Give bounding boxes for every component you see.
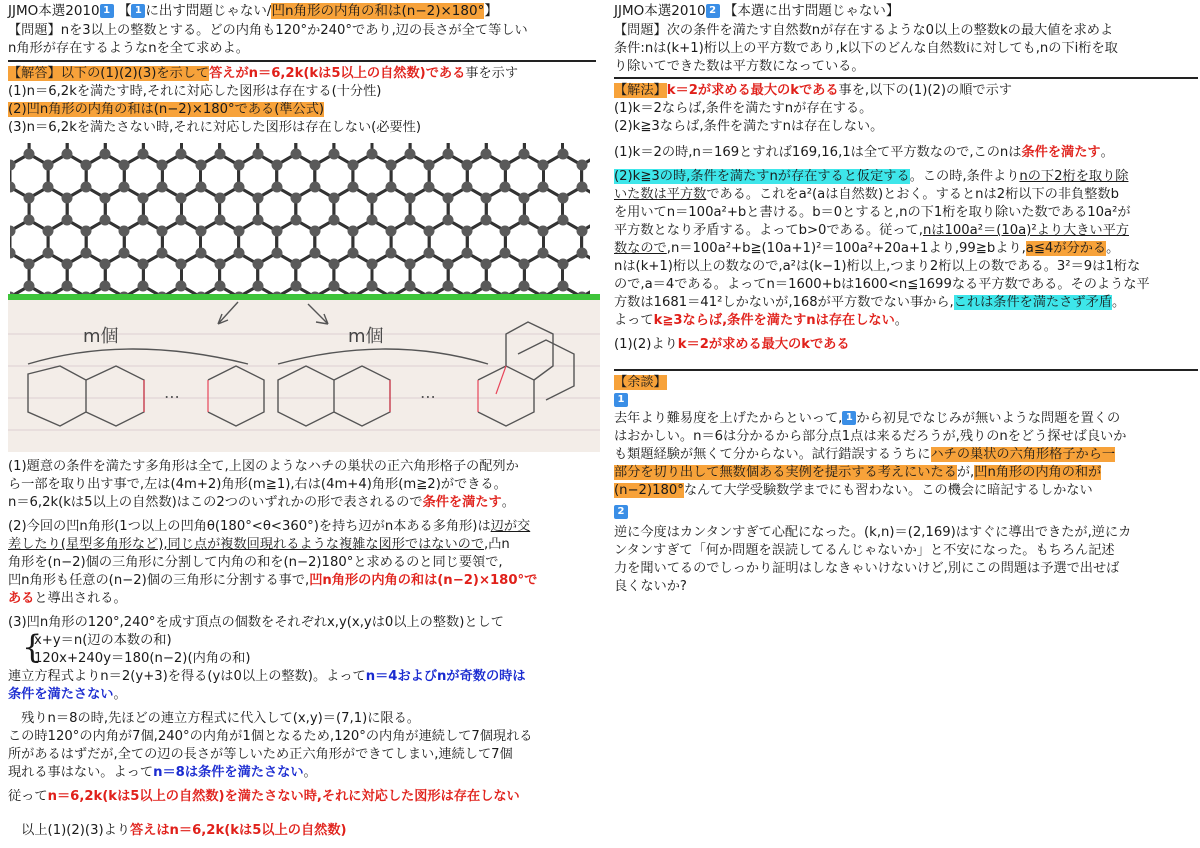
lattice-atom (481, 215, 492, 226)
right-conclusion (614, 336, 850, 353)
s2-l8a: 方数は1681＝41²しかないが,168が平方数でない事から, (614, 295, 954, 310)
s2-l4b: nは100a²＝(10a)²より大きい平方 (922, 223, 1129, 238)
left-answer-2-highlight: (2)凹n角形の内角の和は(n−2)×180°である(準公式) (8, 102, 325, 117)
right-s2-line-4 (614, 222, 1129, 239)
lattice-atom (253, 193, 264, 204)
p3-l10b: n＝6,2k(kは5以上の自然数)を満たさない時,それに対応した図形は存在しない (47, 789, 520, 804)
right-s2-line-8 (614, 294, 1125, 311)
lattice-atom (310, 226, 321, 237)
left-header-highlight: 凹n角形の内角の和は(n−2)×180° (271, 3, 485, 19)
lattice-atom (577, 226, 588, 237)
p3-l9c: 。 (303, 765, 317, 780)
lattice-atom (500, 248, 511, 259)
lattice-atom (215, 281, 226, 292)
lattice-atom (329, 281, 340, 292)
right-problem-line-3: り除いてできた数は平方数になっている。 (614, 59, 865, 74)
p1-last-text: n＝6,2k(kは5以上の自然数)はこの2つのいずれかの形で表されるので (8, 495, 423, 510)
aside-a1 (614, 410, 1120, 427)
p2-l1a: (2)今回の凹n角形(1つ以上の凹角θ(180°<θ<360°)を持ち辺がn本ある多角形)は (8, 519, 491, 534)
sol-head-tail: 事を,以下の(1)(2)の順で示す (838, 83, 1012, 98)
aside-title (614, 374, 667, 391)
lattice-atom (405, 259, 416, 270)
lattice-atom (577, 182, 588, 193)
aside-a1-pre: 去年より難易度を上げたからといって, (614, 411, 843, 426)
p2-l5a: ある (8, 591, 35, 606)
s2-l8c: 。 (1112, 295, 1126, 310)
aside-a4a: 部分を切り出して無数個ある実例を提示する考えにいたる (614, 465, 957, 480)
lattice-atom (215, 193, 226, 204)
lattice-atom (538, 182, 549, 193)
lattice-atom (291, 149, 302, 160)
lattice-hexagon (563, 187, 591, 231)
left-divider (8, 60, 596, 62)
left-p3-line-11 (8, 822, 347, 839)
lattice-atom (577, 248, 588, 259)
s2-l9a: よって (614, 313, 654, 328)
right-s2-line-9 (614, 312, 908, 329)
left-header-bracket-close: 】 (484, 3, 498, 19)
problem-number-badge-1b: 1 (131, 4, 145, 18)
lattice-atom (538, 226, 549, 237)
photo-dots-2: ⋯ (420, 387, 436, 406)
p3-l9a: 現れる事はない。よって (8, 765, 154, 780)
lattice-atom (43, 160, 54, 171)
left-p2-line-2 (8, 536, 510, 553)
aside-badge-2-line (614, 504, 628, 521)
lattice-atom (443, 215, 454, 226)
left-p3-line-10 (8, 788, 520, 805)
aside-a2: はおかしい。n＝6は分かるから部分点1点は来るだろうが,残りのnをどう探せば良いか (614, 429, 1127, 444)
p1-last-result: 条件を満たす (422, 495, 502, 510)
problem-number-badge-1: 1 (100, 4, 114, 18)
lattice-atom (367, 149, 378, 160)
answer-head-label: 【解答】以下の(1)(2)(3)を示して (8, 66, 210, 81)
lattice-atom (462, 226, 473, 237)
lattice-atom (386, 160, 397, 171)
s1-text: (1)k＝2の時,n＝169とすれば169,16,1は全て平方数なので,このnは (614, 145, 1022, 160)
lattice-atom (24, 215, 35, 226)
lattice-atom (405, 281, 416, 292)
lattice-atom (310, 248, 321, 259)
p2-l2a: 差したり(星型多角形など),同じ点が複数回現れるような複雑な図形ではないので (8, 537, 485, 552)
right-divider (614, 77, 1198, 79)
right-header-prefix: JJMO本選2010 (614, 3, 706, 19)
lattice-atom (157, 182, 168, 193)
lattice-atom (519, 193, 530, 204)
lattice-atom (367, 215, 378, 226)
lattice-atom (329, 193, 340, 204)
lattice-atom (176, 281, 187, 292)
p3-l11a: 以上(1)(2)(3)より (8, 823, 130, 838)
left-header (8, 3, 498, 20)
aside-b4: 良くないか? (614, 579, 687, 594)
lattice-atom (386, 226, 397, 237)
s2-l5d: 。 (1106, 241, 1120, 256)
lattice-atom (558, 259, 569, 270)
s2-l9b: k≧3ならば,条件を満たすnは存在しない (653, 313, 895, 328)
lattice-atom (215, 215, 226, 226)
lattice-atom (196, 226, 207, 237)
lattice-atom (310, 160, 321, 171)
lattice-atom (462, 182, 473, 193)
p2-l4a: 凹n角形も任意の(n−2)個の三角形に分割する事で, (8, 573, 310, 588)
lattice-atom (215, 149, 226, 160)
lattice-atom (215, 259, 226, 270)
aside-badge-1: 1 (614, 393, 628, 407)
lattice-atom (138, 281, 149, 292)
left-p2-line-5 (8, 590, 127, 607)
s1-result: 条件を満たす (1021, 145, 1101, 160)
lattice-atom (500, 226, 511, 237)
lattice-atom (424, 248, 435, 259)
lattice-atom (234, 160, 245, 171)
lattice-atom (176, 149, 187, 160)
lattice-atom (43, 182, 54, 193)
conclusion-text: (1)(2)より (614, 337, 678, 352)
right-s2-line-6: nは(k+1)桁以上の数なので,a²は(k−1)桁以上,つまり2桁以上の数である。3²＝9は1桁な (614, 259, 1141, 274)
sol-head-result: k＝2が求める最大のkである (666, 83, 839, 98)
s2-l4a: 平方数となり矛盾する。よってb>0である。従って, (614, 223, 923, 238)
lattice-atom (100, 215, 111, 226)
lattice-atom (196, 248, 207, 259)
lattice-atom (62, 193, 73, 204)
lattice-atom (100, 259, 111, 270)
lattice-atom (24, 193, 35, 204)
s2-l2b: である。これをa²(aは自然数)とおく。するとnは2桁以下の非負整数b (706, 187, 1119, 202)
lattice-atom (62, 259, 73, 270)
right-problem-line-1: 【問題】次の条件を満たす自然数nが存在するような0以上の整数kの最大値を求めよ (614, 23, 1114, 38)
handwritten-diagram-photo (8, 294, 600, 452)
photo-paper (8, 300, 600, 452)
graphene-lattice-image (10, 143, 590, 295)
right-s1 (614, 144, 1114, 161)
lattice-atom (558, 193, 569, 204)
aside-a1-post: から初見でなじみが無いような問題を置くの (856, 411, 1121, 426)
left-p3-line-5 (8, 686, 127, 703)
p3-l5b: 。 (113, 687, 127, 702)
p3-l4b: n＝4およびnが奇数の時は (365, 669, 526, 684)
s2-l1c: nの下2桁を取り除 (1019, 169, 1129, 184)
lattice-atom (519, 215, 530, 226)
lattice-atom (253, 215, 264, 226)
aside-a4 (614, 464, 1101, 481)
lattice-atom (81, 226, 92, 237)
lattice-atom (176, 259, 187, 270)
sol-head-label: 【解法】 (614, 83, 667, 98)
lattice-atom (100, 193, 111, 204)
equation-brace: { (22, 628, 43, 666)
right-sol-1: (1)k＝2ならば,条件を満たすnが存在する。 (614, 101, 873, 116)
s2-l5b: ,n＝100a²+b≧(10a+1)²＝100a²+20a+1より,99≧bより, (666, 241, 1026, 256)
lattice-atom (272, 182, 283, 193)
right-sol-head (614, 82, 1012, 99)
left-p2-line-1 (8, 518, 530, 535)
lattice-atom (405, 215, 416, 226)
lattice-atom (519, 259, 530, 270)
s2-contradiction: これは条件を満たさず矛盾 (953, 295, 1112, 310)
lattice-atom (176, 215, 187, 226)
lattice-atom (176, 193, 187, 204)
lattice-atom (424, 226, 435, 237)
left-header-title: に出す問題じゃない/ (145, 3, 272, 19)
lattice-atom (272, 226, 283, 237)
left-problem-line-2: n角形が存在するようなnを全て求めよ。 (8, 41, 249, 56)
lattice-atom (272, 160, 283, 171)
aside-a3 (614, 446, 1115, 463)
left-p3-line-8: 所があるはずだが,全ての辺の長さが等しいため正六角形ができてしまい,連続して7個 (8, 747, 513, 762)
answer-head-tail: 事を示す (465, 66, 519, 81)
lattice-atom (138, 193, 149, 204)
lattice-atom (558, 215, 569, 226)
lattice-atom (157, 160, 168, 171)
right-s2-line-7: ので,a＝4である。よってn＝1600+bは1600<n≦1699なる平方数である。そのような平 (614, 277, 1150, 292)
left-p3-eq-2: 120x+240y＝180(n−2)(内角の和) (34, 651, 251, 666)
lattice-atom (253, 149, 264, 160)
p1-last-tail: 。 (501, 495, 515, 510)
lattice-atom (100, 149, 111, 160)
p2-l5b: と導出される。 (34, 591, 127, 606)
left-answer-1: (1)n＝6,2kを満たす時,それに対応した図形は存在する(十分性) (8, 84, 382, 99)
photo-green-edge (8, 294, 600, 300)
lattice-atom (538, 160, 549, 171)
right-sol-2: (2)k≧3ならば,条件を満たすnは存在しない。 (614, 119, 884, 134)
lattice-atom (481, 281, 492, 292)
lattice-atom (481, 193, 492, 204)
left-p1-line-1: (1)題意の条件を満たす多角形は全て,上図のようなハチの巣状の正六角形格子の配列か (8, 459, 519, 474)
right-s2-line-3: を用いてn＝100a²+bと書ける。b＝0とすると,nの下1桁を取り除いた数である10a²が (614, 205, 1131, 220)
lattice-atom (443, 193, 454, 204)
lattice-atom (119, 226, 130, 237)
aside-a3b: ハチの巣状の六角形格子から一 (930, 447, 1116, 462)
s2-l5c: a≦4が分かる (1025, 241, 1107, 256)
lattice-atom (234, 248, 245, 259)
aside-inline-badge: 1 (842, 411, 856, 425)
lattice-atom (500, 182, 511, 193)
lattice-atom (500, 160, 511, 171)
p3-l11b: 答えはn＝6,2k(kは5以上の自然数) (129, 823, 347, 838)
left-header-prefix: JJMO本選2010 (8, 3, 100, 19)
aside-badge-2: 2 (614, 505, 628, 519)
lattice-atom (558, 149, 569, 160)
photo-dots-1: ⋯ (164, 387, 180, 406)
s1-tail: 。 (1100, 145, 1114, 160)
s2-assume: (2)k≧3の時,条件を満たすnが存在すると仮定する (614, 169, 910, 184)
p3-l9b: n＝8は条件を満たさない (153, 765, 304, 780)
lattice-atom (291, 215, 302, 226)
right-s2-line-1 (614, 168, 1128, 185)
aside-b1: 逆に今度はカンタンすぎて心配になった。(k,n)＝(2,169)はすぐに導出できたが,逆にカ (614, 525, 1132, 540)
lattice-atom (348, 182, 359, 193)
left-p1-line-2: ら一部を取り出す事で,左は(4m+2)角形(m≧1),右は(4m+4)角形(m≧2)ができる。 (8, 477, 507, 492)
answer-head-result: 答えがn＝6,2k(kは5以上の自然数)である (209, 66, 466, 81)
aside-badge-1-line (614, 392, 628, 409)
p2-l1b: 辺が交 (490, 519, 531, 534)
left-p1-line-3 (8, 494, 515, 511)
lattice-atom (81, 160, 92, 171)
aside-a4c: 凹n角形の内角の和が (974, 465, 1102, 480)
lattice-atom (24, 259, 35, 270)
lattice-atom (253, 259, 264, 270)
lattice-atom (291, 193, 302, 204)
lattice-atom (558, 281, 569, 292)
lattice-atom (157, 248, 168, 259)
s2-l5a: 数なので (614, 241, 667, 256)
aside-title-label: 【余談】 (614, 375, 667, 390)
right-s2-line-5 (614, 240, 1119, 257)
lattice-atom (443, 259, 454, 270)
s2-l9c: 。 (894, 313, 908, 328)
lattice-atom (62, 215, 73, 226)
aside-a5a: (n−2)180° (614, 483, 684, 498)
lattice-atom (234, 226, 245, 237)
lattice-atom (43, 248, 54, 259)
lattice-atom (348, 248, 359, 259)
left-p3-line-1: (3)凹n角形の120°,240°を成す頂点の個数をそれぞれx,y(x,yは0以上の整数)として (8, 615, 504, 630)
lattice-atom (538, 248, 549, 259)
s2-l1b: 。この時,条件より (909, 169, 1020, 184)
lattice-atom (138, 215, 149, 226)
lattice-atom (424, 182, 435, 193)
lattice-atom (310, 182, 321, 193)
left-answer-3: (3)n＝6,2kを満たさない時,それに対応した図形は存在しない(必要性) (8, 120, 422, 135)
lattice-atom (481, 149, 492, 160)
handwritten-diagram-svg (8, 294, 600, 452)
lattice-atom (519, 281, 530, 292)
left-header-bracket: 【 (117, 3, 132, 19)
left-p3-line-4 (8, 668, 526, 685)
lattice-atom (253, 281, 264, 292)
lattice-atom (329, 215, 340, 226)
lattice-atom (405, 149, 416, 160)
lattice-atom (119, 248, 130, 259)
right-header-title: 【本選に出す問題じゃない】 (723, 3, 900, 19)
lattice-atom (100, 281, 111, 292)
lattice-atom (519, 149, 530, 160)
lattice-atom (196, 160, 207, 171)
lattice-atom (138, 149, 149, 160)
lattice-atom (62, 149, 73, 160)
left-p3-eq-1: x+y＝n(辺の本数の和) (34, 633, 172, 648)
right-divider-aside (614, 369, 1198, 371)
aside-a3a: も類題経験が無くて分からない。試行錯誤するうちに (614, 447, 931, 462)
left-p3-line-6: 残りn＝8の時,先ほどの連立方程式に代入して(x,y)＝(7,1)に限る。 (8, 711, 420, 726)
lattice-atom (386, 248, 397, 259)
lattice-atom (329, 149, 340, 160)
lattice-atom (138, 259, 149, 270)
problem-number-badge-2: 2 (706, 4, 720, 18)
left-p3-line-9 (8, 764, 317, 781)
conclusion-result: k＝2が求める最大のkである (677, 337, 850, 352)
aside-b2: ンタンすぎて「何か問題を誤読してるんじゃないか」と不安になった。もちろん記述 (614, 543, 1115, 558)
s2-l2a: いた数は平方数 (614, 187, 707, 202)
left-answer-2 (8, 101, 324, 118)
right-s2-line-2 (614, 186, 1119, 203)
aside-b3: 力を聞いてるのでしっかり証明はしなきゃいけないけど,別にこの問題は予選で出せば (614, 561, 1120, 576)
lattice-atom (367, 193, 378, 204)
lattice-atom (462, 160, 473, 171)
lattice-atom (367, 259, 378, 270)
lattice-atom (462, 248, 473, 259)
lattice-atom (196, 182, 207, 193)
p3-l5: 条件を満たさない (8, 687, 114, 702)
lattice-atom (24, 149, 35, 160)
p2-l2b: ,凸n (484, 537, 510, 552)
lattice-atom (443, 281, 454, 292)
lattice-atom (291, 259, 302, 270)
aside-a5b: なんて大学受験数学までにも習わない。この機会に暗記するしかない (683, 483, 1093, 498)
lattice-atom (119, 182, 130, 193)
lattice-atom (405, 193, 416, 204)
p3-l10a: 従って (8, 789, 48, 804)
lattice-atom (386, 182, 397, 193)
lattice-atom (157, 226, 168, 237)
lattice-atom (577, 160, 588, 171)
lattice-atom (272, 248, 283, 259)
left-p2-line-3: 角形を(n−2)個の三角形に分割して内角の和を(n−2)180°と求めるのと同じ要領で, (8, 555, 503, 570)
right-header (614, 3, 899, 20)
right-problem-line-2: 条件:nは(k+1)桁以上の平方数であり,k以下のどんな自然数iに対しても,nの下i桁を取 (614, 41, 1118, 56)
left-answer-head (8, 65, 518, 82)
lattice-atom (348, 226, 359, 237)
lattice-atom (24, 281, 35, 292)
left-p3-line-7: この時120°の内角が7個,240°の内角が1個となるため,120°の内角が連続して7個現れる (8, 729, 533, 744)
lattice-atom (291, 281, 302, 292)
lattice-atom (348, 160, 359, 171)
lattice-atom (43, 226, 54, 237)
lattice-atom (367, 281, 378, 292)
p3-l4a: 連立方程式よりn＝2(y+3)を得る(yは0以上の整数)。よって (8, 669, 366, 684)
lattice-atom (119, 160, 130, 171)
lattice-atom (329, 259, 340, 270)
lattice-atom (424, 160, 435, 171)
aside-a5 (614, 482, 1093, 499)
p2-l4b: 凹n角形の内角の和は(n−2)×180°で (309, 573, 538, 588)
lattice-atom (443, 149, 454, 160)
aside-a4b: が, (956, 465, 975, 480)
left-problem-line-1: 【問題】nを3以上の整数とする。どの内角も120°か240°であり,辺の長さが全て等しい (8, 23, 528, 38)
photo-label-m2: m個 (348, 326, 384, 347)
lattice-atom (62, 281, 73, 292)
lattice-atom (81, 182, 92, 193)
lattice-atom (481, 259, 492, 270)
photo-label-m1: m個 (83, 326, 119, 347)
lattice-atom (234, 182, 245, 193)
lattice-atom (81, 248, 92, 259)
left-p2-line-4 (8, 572, 537, 589)
